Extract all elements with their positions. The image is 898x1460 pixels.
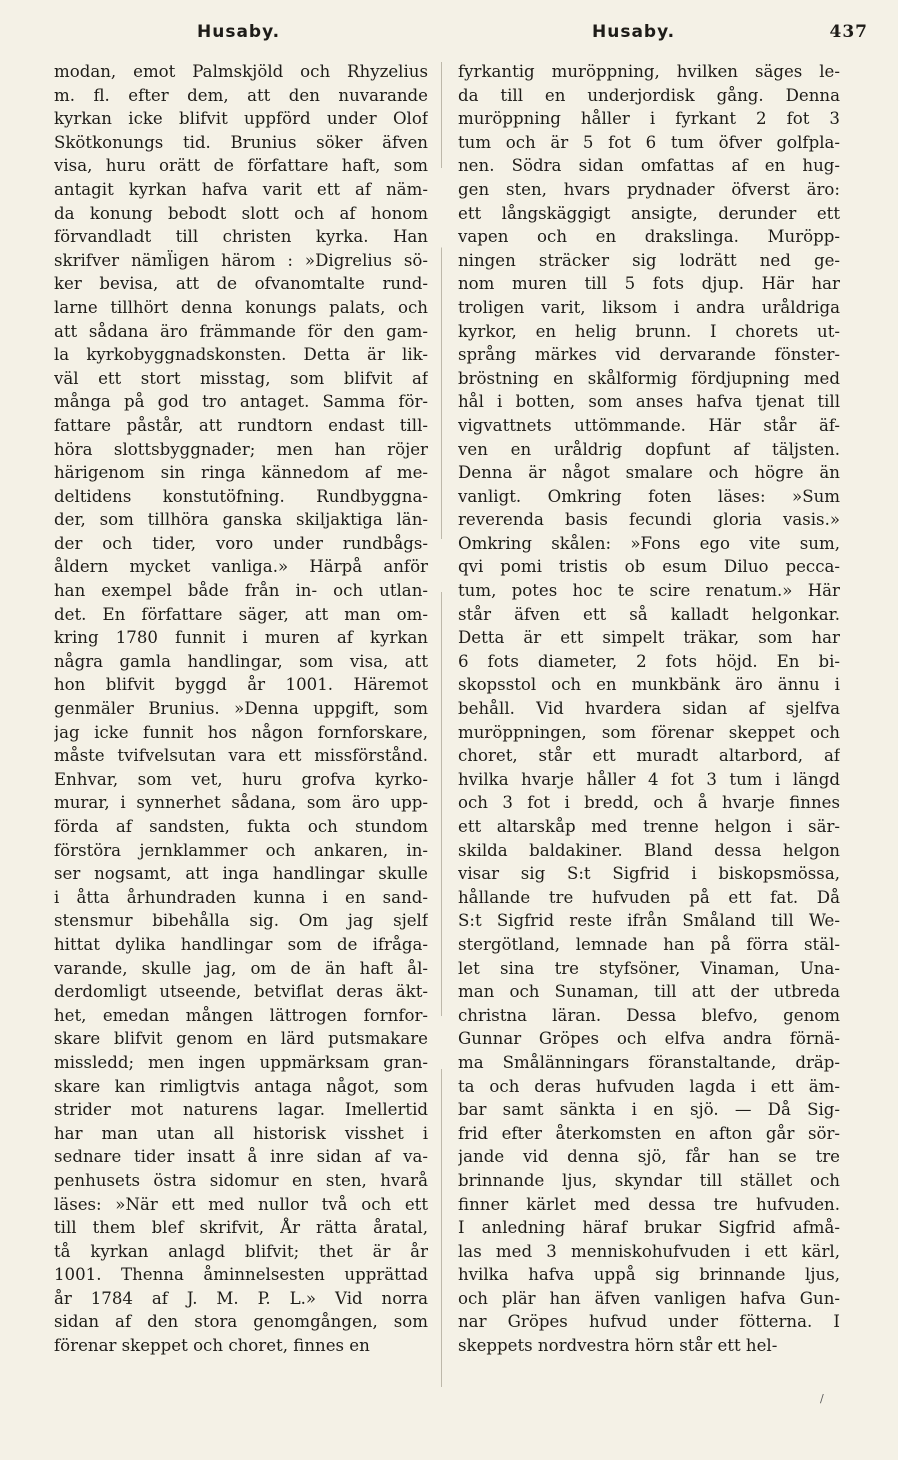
text-line: han exempel både från in- och utlan- <box>54 581 428 601</box>
text-line: språng märkes vid dervarande fönster- <box>458 345 840 365</box>
text-line: murar, i synnerhet sådana, som äro upp- <box>54 793 428 813</box>
text-line: gen sten, hvars prydnader öfverst äro: <box>458 179 840 199</box>
text-line: ser nogsamt, att inga handlingar skulle <box>54 864 428 884</box>
text-line: skrifver näml̈igen härom : »Digrelius sö- <box>54 250 428 270</box>
text-line: och plär han äfven vanligen hafva Gun- <box>458 1288 840 1308</box>
text-line: ett långskäggigt ansigte, derunder ett <box>458 203 840 223</box>
text-line: åldern mycket vanliga.» Härpå anför <box>54 557 428 577</box>
text-line: det. En författare säger, att man om- <box>54 604 428 624</box>
text-line: några gamla handlingar, som visa, att <box>54 651 428 671</box>
text-line: jande vid denna sjö, får han se tre <box>458 1147 840 1167</box>
text-line: hål i botten, som anses hafva tjenat till <box>458 392 840 412</box>
text-line: sednare tider insatt å inre sidan af va- <box>54 1147 428 1167</box>
text-line: qvi pomi tristis ob esum Diluo pecca- <box>458 557 840 577</box>
text-line: förda af sandsten, fukta och stundom <box>54 817 428 836</box>
text-line: nar Gröpes hufvud under fötterna. I <box>458 1312 840 1332</box>
text-line: sidan af den stora genomgången, som <box>54 1312 428 1332</box>
text-line: vigvattnets uttömmande. Här står äf- <box>458 415 840 435</box>
text-line: brinnande ljus, skyndar till stället och <box>458 1170 840 1190</box>
text-line: skare kan rimligtvis antaga något, som <box>54 1076 428 1096</box>
text-line: ta och deras hufvuden lagda i ett äm- <box>458 1076 840 1096</box>
text-line: nom muren till 5 fots djup. Här har <box>458 274 840 294</box>
text-line: deltidens konstutöfning. Rundbyggna- <box>54 486 428 506</box>
text-line: härigenom sin ringa kännedom af me- <box>54 463 428 483</box>
text-line: christna läran. Dessa blefvo, genom <box>458 1005 840 1025</box>
text-line: fattare påstår, att rundtorn endast till- <box>54 415 428 435</box>
text-line: förvandladt till christen kyrka. Han <box>54 227 428 247</box>
text-line: jag icke funnit hos någon fornforskare, <box>54 722 428 742</box>
text-line: står äfven ett så kalladt helgonkar. <box>458 604 840 624</box>
text-line: och 3 fot i bredd, och å hvarje finnes <box>458 793 840 813</box>
text-line: bar samt sänkta i en sjö. — Då Sig- <box>458 1100 840 1120</box>
text-line: muröppning håller i fyrkant 2 fot 3 <box>458 109 840 129</box>
text-line: het, emedan mången lättrogen fornfor- <box>54 1005 428 1025</box>
stray-mark: / <box>820 1392 824 1405</box>
text-line: Denna är något smalare och högre än <box>458 463 840 483</box>
text-line: S:t Sigfrid reste ifrån Småland till We- <box>458 911 840 931</box>
text-line: penhusets östra sidomur en sten, hvarå <box>54 1170 428 1190</box>
text-line: höra slottsbyggnader; men han röjer <box>54 439 428 459</box>
text-line: hvilka hafva uppå sig brinnande ljus, <box>458 1265 840 1285</box>
text-line: Omkring skålen: »Fons ego vite sum, <box>458 533 840 553</box>
right-text-column <box>458 60 840 1358</box>
text-line: stergötland, lemnade han på förra stäl- <box>458 934 840 954</box>
text-line: väl ett stort misstag, som blifvit af <box>54 368 428 388</box>
text-line: behåll. Vid hvardera sidan af sjelfva <box>458 699 840 719</box>
text-line: larne tillhört denna konungs palats, och <box>54 297 428 317</box>
text-line: da konung bebodt slott och af honom <box>54 203 428 223</box>
text-line: vapen och en drakslinga. Muröpp- <box>458 227 840 247</box>
text-line: förenar skeppet och choret, finnes en <box>54 1336 370 1356</box>
text-line: hittat dylika handlingar som de ifråga- <box>54 934 428 954</box>
text-line: visa, huru orätt de författare haft, som <box>54 156 428 176</box>
text-line: år 1784 af J. M. P. L.» Vid norra <box>54 1288 428 1308</box>
text-line: strider mot naturens lagar. Imellertid <box>54 1100 428 1120</box>
text-line: hon blifvit byggd år 1001. Häremot <box>54 675 428 695</box>
text-line: förstöra jernklammer och ankaren, in- <box>54 840 428 860</box>
text-line: skeppets nordvestra hörn står ett hel- <box>458 1336 778 1356</box>
text-line: der, som tillhöra ganska skiljaktiga län- <box>54 510 428 530</box>
text-line: varande, skulle jag, om de än haft ål- <box>54 958 428 978</box>
text-line: ett altarskåp med trenne helgon i sär- <box>458 817 840 836</box>
text-line: modan, emot Palmskjöld och Rhyzelius <box>54 62 428 81</box>
text-line: nen. Södra sidan omfattas af en hug- <box>458 156 840 176</box>
text-line: fyrkantig muröppning, hvilken säges le- <box>458 62 840 81</box>
text-line: läses: »När ett med nullor två och ett <box>54 1194 428 1214</box>
column-divider <box>441 62 442 1387</box>
text-line: skilda baldakiner. Bland dessa helgon <box>458 840 840 860</box>
text-line: kyrkan icke blifvit uppförd under Olof <box>54 109 428 129</box>
right-running-title: Husaby. <box>592 22 676 42</box>
text-line: tum, potes hoc te scire renatum.» Här <box>458 581 840 601</box>
text-line: missledd; men ingen uppmärksam gran- <box>54 1052 428 1072</box>
text-line: Skötkonungs tid. Brunius söker äfven <box>54 132 428 152</box>
text-line: skopsstol och en munkbänk äro ännu i <box>458 675 840 695</box>
left-text-column <box>54 60 428 1358</box>
text-line: frid efter återkomsten en afton går sör- <box>458 1123 840 1143</box>
text-line: der och tider, voro under rundbågs- <box>54 533 428 553</box>
text-line: bröstning en skålformig fördjupning med <box>458 368 840 388</box>
text-line: skare blifvit genom en lärd putsmakare <box>54 1029 428 1049</box>
text-line: la kyrkobyggnadskonsten. Detta är lik- <box>54 345 428 365</box>
text-line: ma Smålänningars föranstaltande, dräp- <box>458 1052 840 1072</box>
text-line: kring 1780 funnit i muren af kyrkan <box>54 628 428 648</box>
text-line: reverenda basis fecundi gloria vasis.» <box>458 510 840 530</box>
page-number: 437 <box>829 22 868 42</box>
text-line: hvilka hvarje håller 4 fot 3 tum i längd <box>458 769 840 789</box>
page-header <box>54 22 868 52</box>
text-line: derdomligt utseende, betviflat deras äkt- <box>54 982 428 1002</box>
text-line: I anledning häraf brukar Sigfrid afmå- <box>458 1218 840 1238</box>
text-line: visar sig S:t Sigfrid i biskopsmössa, <box>458 864 840 884</box>
text-line: att sådana äro främmande för den gam- <box>54 321 428 341</box>
text-line: stensmur bibehålla sig. Om jag sjelf <box>54 911 428 931</box>
text-line: har man utan all historisk visshet i <box>54 1123 428 1143</box>
text-line: till them blef skrifvit, År rätta åratal, <box>54 1218 428 1238</box>
text-line: choret, står ett muradt altarbord, af <box>458 746 840 766</box>
text-line: 6 fots diameter, 2 fots höjd. En bi- <box>458 651 840 671</box>
text-line: ven en uråldrig dopfunt af täljsten. <box>458 439 840 459</box>
text-line: las med 3 menniskohufvuden i ett kärl, <box>458 1241 840 1261</box>
text-line: da till en underjordisk gång. Denna <box>458 85 840 105</box>
text-line: Enhvar, som vet, huru grofva kyrko- <box>54 769 428 789</box>
text-line: tå kyrkan anlagd blifvit; thet är år <box>54 1241 428 1261</box>
text-line: måste tvifvelsutan vara ett missförstånd. <box>54 746 428 766</box>
text-line: Gunnar Gröpes och elfva andra förnä- <box>458 1029 840 1049</box>
text-line: ker bevisa, att de ofvanomtalte rund- <box>54 274 428 294</box>
text-line: troligen varit, liksom i andra uråldriga <box>458 297 840 317</box>
text-line: muröppningen, som förenar skeppet och <box>458 722 840 742</box>
text-line: hållande tre hufvuden på ett fat. Då <box>458 887 840 907</box>
text-line: många på god tro antaget. Samma för- <box>54 392 428 412</box>
text-line: kyrkor, en helig brunn. I chorets ut- <box>458 321 840 341</box>
left-running-title: Husaby. <box>197 22 281 42</box>
text-line: tum och är 5 fot 6 tum öfver golfpla- <box>458 132 840 152</box>
text-line: ningen sträcker sig lodrätt ned ge- <box>458 250 840 270</box>
text-line: i åtta århundraden kunna i en sand- <box>54 887 428 907</box>
text-line: man och Sunaman, till att der utbreda <box>458 982 840 1002</box>
text-line: antagit kyrkan hafva varit ett af näm- <box>54 179 428 199</box>
text-line: finner kärlet med dessa tre hufvuden. <box>458 1194 840 1214</box>
text-line: Detta är ett simpelt träkar, som har <box>458 628 840 648</box>
text-line: let sina tre styfsöner, Vinaman, Una- <box>458 958 840 978</box>
text-line: genmäler Brunius. »Denna uppgift, som <box>54 699 428 719</box>
text-line: m. fl. efter dem, att den nuvarande <box>54 85 428 105</box>
text-line: vanligt. Omkring foten läses: »Sum <box>458 486 840 506</box>
text-line: 1001. Thenna åminnelsesten upprättad <box>54 1265 428 1285</box>
